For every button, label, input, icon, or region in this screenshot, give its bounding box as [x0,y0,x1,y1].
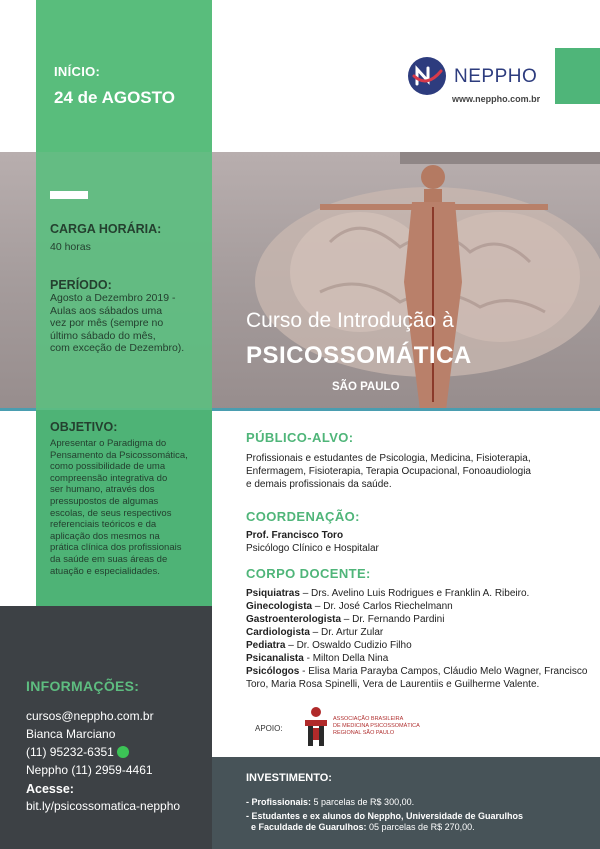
course-link[interactable]: bit.ly/psicossomatica-neppho [26,799,181,813]
investimento-item [246,811,523,822]
whatsapp-icon [117,746,129,758]
start-date: 24 de AGOSTO [54,88,175,107]
objetivo-line: prática clínica dos profissionais [50,542,182,554]
objetivo-line: atuação e especialidades. [50,565,160,577]
periodo-line: com exceção de Dezembro). [50,342,185,354]
course-title-line1: Curso de Introdução à [246,309,454,332]
apoio-org [333,716,433,737]
acesse-heading: Acesse: [26,782,74,796]
apoio-org-line: DE MEDICINA PSICOSSOMÁTICA [333,723,420,729]
docente-role: Psicanalista [246,653,304,664]
brand-url[interactable]: www.neppho.com.br [452,94,541,104]
objetivo-line: referenciais teóricos e da [50,519,157,531]
publico-line: Enfermagem, Fisioterapia, Terapia Ocupacional, Fonoaudiologia [246,466,531,477]
apoio-org-line: ASSOCIAÇÃO BRASILEIRA [333,716,404,722]
objetivo-line: Pensamento da Psicossomática, [50,449,188,461]
investimento-item-label: e Faculdade de Guarulhos: [246,822,367,832]
docente-item [246,613,591,626]
objetivo-heading: OBJETIVO: [50,420,118,434]
docente-item [246,626,591,639]
apoio-org-line: REGIONAL SÃO PAULO [333,730,395,736]
docente-role: Gastroenterologista [246,614,342,625]
carga-heading: CARGA HORÁRIA: [50,222,162,236]
docente-names: – Dr. José Carlos Riechelmann [312,601,453,612]
apoio-label: APOIO: [255,724,283,733]
periodo-line: Aulas aos sábados uma [50,304,163,317]
docente-names: – Drs. Avelino Luis Rodrigues e Franklin A. Ribeiro. [299,588,530,599]
divider-bar [50,191,88,199]
coordenacao-role: Psicólogo Clínico e Hospitalar [246,543,379,554]
neppho-logo-icon [408,57,446,95]
docente-item [246,652,591,665]
investimento-item-label: - Estudantes e ex alunos do Neppho, Universidade de Guarulhos [246,811,524,821]
objetivo-line: escolas, de seus respectivos [50,507,172,519]
objetivo-section [50,420,210,577]
objetivo-line: pressupostos de algumas [50,495,159,507]
docente-role: Cardiologista [246,627,310,638]
investimento-item-text: 5 parcelas de R$ 300,00. [311,797,415,807]
docente-item [246,665,591,691]
carga-value: 40 horas [50,241,91,253]
docente-names: – Dr. Fernando Pardini [341,614,445,625]
publico-line: Profissionais e estudantes de Psicologia, Medicina, Fisioterapia, [246,453,531,464]
info-email[interactable]: cursos@neppho.com.br [26,709,154,723]
objetivo-line: aplicação dos mesmos na [50,530,160,542]
objetivo-line: ser humano, através dos [50,484,155,496]
docente-names: - Milton Della Nina [303,653,389,664]
docentes-heading: CORPO DOCENTE: [246,566,371,581]
photo-top-strip [400,152,600,164]
periodo-section [50,278,210,355]
coordenacao-heading: COORDENAÇÃO: [246,509,360,524]
brand-name: NEPPHO [454,66,538,87]
docente-role: Psiquiatras [246,588,300,599]
investimento-item [246,797,414,808]
periodo-line: vez por mês (sempre no [50,317,164,329]
objetivo-line: compreensão integrativa do [50,472,168,484]
periodo-line: último sábado do mês, [50,329,156,342]
info-contact: Bianca Marciano [26,727,116,741]
objetivo-line: da saúde em suas áreas de [50,553,168,565]
docente-item [246,600,591,613]
info-heading: INFORMAÇÕES: [26,678,140,694]
objetivo-line: como possibilidade de uma [50,461,166,473]
investimento-item [246,822,475,833]
publico-line: e demais profissionais da saúde. [246,479,392,490]
course-city: SÃO PAULO [332,381,400,393]
docente-role: Ginecologista [246,601,313,612]
info-phone[interactable]: (11) 95232-6351 [26,745,114,759]
periodo-heading: PERÍODO: [50,278,112,292]
investimento-item-label: - Profissionais: [246,797,312,807]
docente-item [246,639,591,652]
docentes-list [246,587,591,691]
docente-names: – Dr. Oswaldo Cudizio Filho [285,640,412,651]
course-title-line2: PSICOSSOMÁTICA [246,342,472,369]
investimento-heading: INVESTIMENTO: [246,772,332,784]
info-phone-row [26,745,129,759]
objetivo-line: Apresentar o Paradigma do [50,438,167,449]
publico-heading: PÚBLICO-ALVO: [246,430,354,445]
docente-role: Psicólogos [246,666,300,677]
docente-role: Pediatra [246,640,286,651]
corner-accent [555,48,600,104]
abmp-logo-icon [302,706,330,748]
docente-names: – Dr. Artur Zular [309,627,384,638]
docente-names: - Elisa Maria Parayba Campos, Cláudio Melo Wagner, Francisco Toro, Maria Rosa Spinelli, Vera de Laurentiis e Guilherme Valente. [246,666,588,690]
docente-item [246,587,591,600]
start-label: INÍCIO: [54,64,101,79]
periodo-line: Agosto a Dezembro 2019 - [50,292,176,304]
investimento-item-text: 05 parcelas de R$ 270,00. [366,822,475,832]
info-neppho-phone[interactable]: Neppho (11) 2959-4461 [26,763,153,777]
carga-section [50,222,161,254]
coordenacao-name: Prof. Francisco Toro [246,530,344,541]
